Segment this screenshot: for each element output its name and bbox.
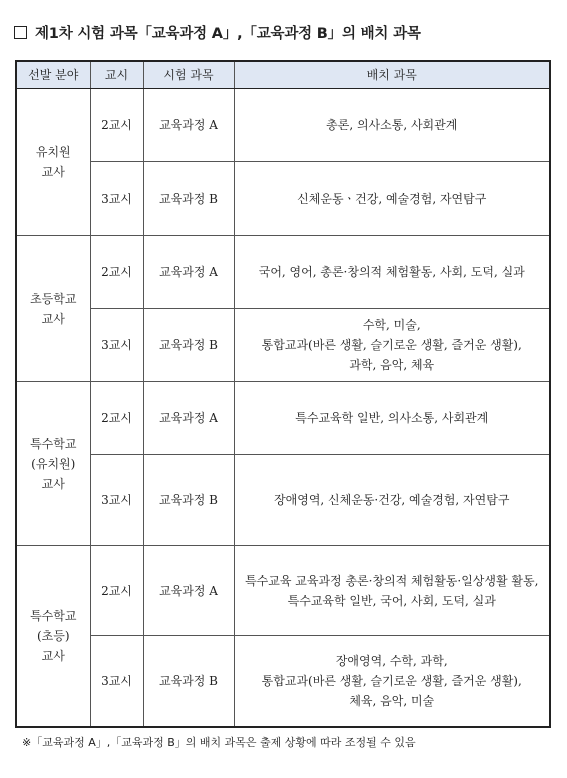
subject-cell: 교육과정 A — [143, 89, 234, 162]
area-line: 교사 — [41, 648, 65, 663]
content-line: 신체운동ㆍ건강, 예술경험, 자연탐구 — [297, 191, 487, 206]
footnote: ※「교육과정 A」,「교육과정 B」의 배치 과목은 출제 상황에 따라 조정될 수 있음 — [22, 736, 416, 749]
area-cell — [16, 89, 90, 236]
content-line: 특수교육학 일반, 국어, 사회, 도덕, 실과 — [287, 593, 496, 608]
table-row — [16, 382, 550, 455]
content-line: 과학, 음악, 체육 — [349, 358, 435, 372]
content-line: 국어, 영어, 총론·창의적 체험활동, 사회, 도덕, 실과 — [258, 265, 525, 279]
content-cell — [234, 309, 550, 382]
area-line: 교사 — [41, 311, 65, 326]
area-line: (초등) — [36, 628, 70, 643]
subject-cell: 교육과정 B — [143, 636, 234, 727]
table-row — [16, 546, 550, 636]
area-line: (유치원) — [31, 456, 76, 471]
content-line: 체육, 음악, 미술 — [349, 693, 435, 708]
period-cell: 3교시 — [90, 162, 143, 236]
period-cell: 2교시 — [90, 382, 143, 455]
content-cell — [234, 162, 550, 236]
period-cell: 3교시 — [90, 309, 143, 382]
table-header-row — [16, 61, 550, 89]
content-line: 특수교육학 일반, 의사소통, 사회관계 — [295, 411, 489, 425]
table-row — [16, 309, 550, 382]
area-line: 유치원 — [35, 145, 71, 159]
content-line: 통합교과(바른 생활, 슬기로운 생활, 즐거운 생활), — [261, 673, 522, 688]
area-cell — [16, 382, 90, 546]
subject-cell: 교육과정 A — [143, 382, 234, 455]
subject-cell: 교육과정 B — [143, 162, 234, 236]
table-row — [16, 236, 550, 309]
area-line: 특수학교 — [30, 608, 77, 623]
content-line: 통합교과(바른 생활, 슬기로운 생활, 즐거운 생활), — [261, 338, 522, 352]
area-line: 특수학교 — [30, 436, 77, 451]
table-body — [16, 89, 550, 727]
content-cell — [234, 636, 550, 727]
table-row — [16, 636, 550, 727]
exam-subject-table — [15, 60, 551, 728]
period-cell: 3교시 — [90, 455, 143, 546]
content-line: 총론, 의사소통, 사회관계 — [326, 118, 458, 132]
subject-cell: 교육과정 A — [143, 236, 234, 309]
page-title — [14, 22, 421, 43]
table-row — [16, 162, 550, 236]
area-cell — [16, 236, 90, 382]
period-cell: 2교시 — [90, 546, 143, 636]
area-line: 교사 — [41, 165, 65, 179]
header-subject: 시험 과목 — [143, 61, 234, 89]
subject-cell: 교육과정 B — [143, 309, 234, 382]
content-cell — [234, 455, 550, 546]
table-row — [16, 455, 550, 546]
content-cell — [234, 236, 550, 309]
content-line: 수학, 미술, — [362, 318, 421, 332]
period-cell: 3교시 — [90, 636, 143, 727]
area-line: 초등학교 — [30, 291, 77, 306]
content-cell — [234, 89, 550, 162]
subject-cell: 교육과정 B — [143, 455, 234, 546]
subject-cell: 교육과정 A — [143, 546, 234, 636]
content-cell — [234, 546, 550, 636]
content-line: 특수교육 교육과정 총론·창의적 체험활동·일상생활 활동, — [245, 573, 539, 588]
title-text: 제1차 시험 과목「교육과정 A」,「교육과정 B」의 배치 과목 — [35, 26, 421, 42]
content-cell — [234, 382, 550, 455]
header-content: 배치 과목 — [234, 61, 550, 89]
table-row — [16, 89, 550, 162]
content-line: 장애영역, 수학, 과학, — [335, 653, 448, 668]
checkbox-square-icon — [14, 26, 27, 39]
content-line: 장애영역, 신체운동·건강, 예술경험, 자연탐구 — [274, 493, 510, 507]
header-period: 교시 — [90, 61, 143, 89]
period-cell: 2교시 — [90, 236, 143, 309]
period-cell: 2교시 — [90, 89, 143, 162]
area-cell — [16, 546, 90, 727]
area-line: 교사 — [41, 476, 65, 491]
header-area: 선발 분야 — [16, 61, 90, 89]
